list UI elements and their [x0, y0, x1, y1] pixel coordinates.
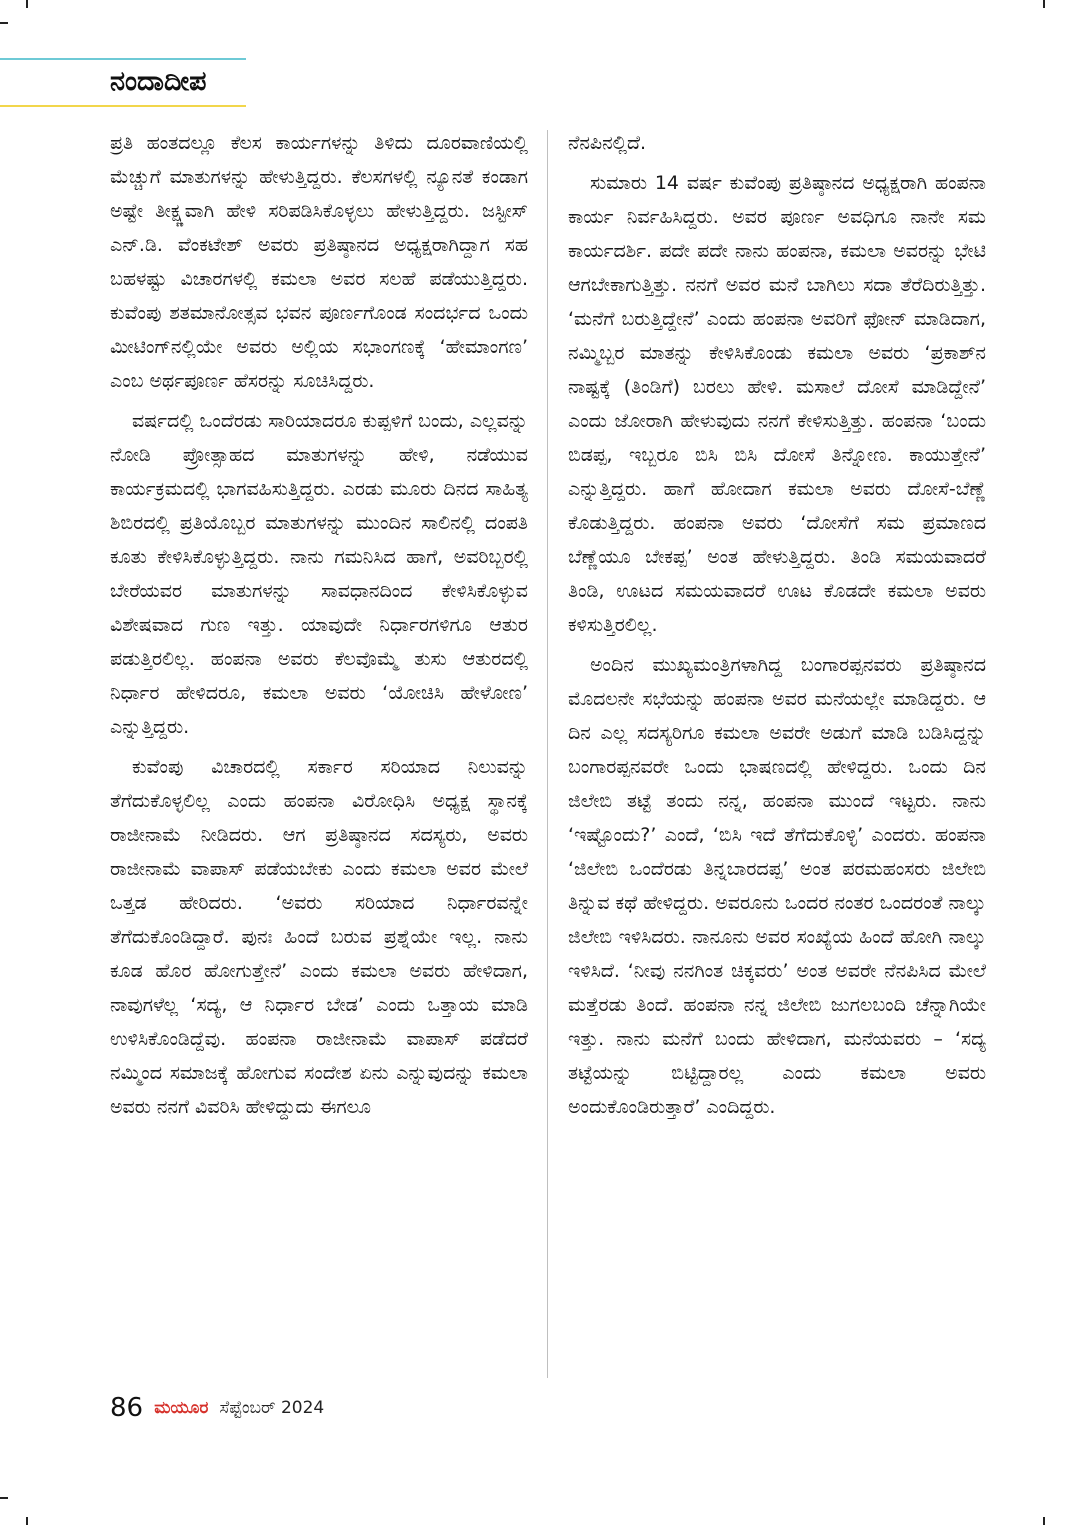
section-header: [0, 58, 246, 108]
header-accent-line-bottom: [0, 105, 246, 107]
issue-date: ಸೆಪ್ಟೆಂಬರ್ 2024: [219, 1398, 325, 1418]
article-paragraph: ನೆನಪಿನಲ್ಲಿದೆ.: [568, 132, 647, 154]
article-paragraph: ಕುವೆಂಪು ವಿಚಾರದಲ್ಲಿ ಸರ್ಕಾರ ಸರಿಯಾದ ನಿಲುವನ್ನು ತೆಗೆದುಕೊಳ್ಳಲಿಲ್ಲ ಎಂದು ಹಂಪನಾ ವಿರೋಧಿಸಿ ಅಧ್ಯಕ್ಷ ಸ್ಥಾನಕ್ಕೆ ರಾಜೀನಾಮೆ ನೀಡಿದರು. ಆಗ ಪ್ರತಿಷ್ಠಾನದ ಸದಸ್ಯರು, ಅವರು ರಾಜೀನಾಮೆ ವಾಪಾಸ್ ಪಡೆಯಬೇಕು ಎಂದು ಕಮಲಾ ಅವರ ಮೇಲೆ ಒತ್ತಡ ಹೇರಿದರು. ‘ಅವರು ಸರಿಯಾದ ನಿರ್ಧಾರವನ್ನೇ ತೆಗೆದುಕೊಂಡಿದ್ದಾರೆ. ಪುನಃ ಹಿಂದೆ ಬರುವ ಪ್ರಶ್ನೆಯೇ ಇಲ್ಲ. ನಾನು ಕೂಡ ಹೊರ ಹೋಗುತ್ತೇನೆ’ ಎಂದು ಕಮಲಾ ಅವರು ಹೇಳಿದಾಗ, ನಾವುಗಳೆಲ್ಲ ‘ಸದ್ಯ, ಆ ನಿರ್ಧಾರ ಬೇಡ’ ಎಂದು ಒತ್ತಾಯ ಮಾಡಿ ಉಳಿಸಿಕೊಂಡಿದ್ದೆವು. ಹಂಪನಾ ರಾಜೀನಾಮೆ ವಾಪಾಸ್ ಪಡೆದರೆ ನಮ್ಮಿಂದ ಸಮಾಜಕ್ಕೆ ಹೋಗುವ ಸಂದೇಶ ಏನು ಎನ್ನುವುದನ್ನು ಕಮಲಾ ಅವರು ನನಗೆ ವಿವರಿಸಿ ಹೇಳಿದ್ದುದು ಈಗಲೂ: [110, 756, 528, 1118]
page-number: 86: [110, 1393, 144, 1423]
page-footer: [110, 1393, 324, 1423]
crop-mark: [0, 22, 8, 24]
article-paragraph: ಅಂದಿನ ಮುಖ್ಯಮಂತ್ರಿಗಳಾಗಿದ್ದ ಬಂಗಾರಪ್ಪನವರು ಪ್ರತಿಷ್ಠಾನದ ಮೊದಲನೇ ಸಭೆಯನ್ನು ಹಂಪನಾ ಅವರ ಮನೆಯಲ್ಲೇ ಮಾಡಿದ್ದರು. ಆ ದಿನ ಎಲ್ಲ ಸದಸ್ಯರಿಗೂ ಕಮಲಾ ಅವರೇ ಅಡುಗೆ ಮಾಡಿ ಬಡಿಸಿದ್ದನ್ನು ಬಂಗಾರಪ್ಪನವರೇ ಒಂದು ಭಾಷಣದಲ್ಲಿ ಹೇಳಿದ್ದರು. ಒಂದು ದಿನ ಜಿಲೇಬಿ ತಟ್ಟೆ ತಂದು ನನ್ನ, ಹಂಪನಾ ಮುಂದೆ ಇಟ್ಟರು. ನಾನು ‘ಇಷ್ಟೊಂದು?’ ಎಂದೆ, ‘ಬಿಸಿ ಇದೆ ತೆಗೆದುಕೊಳ್ಳಿ’ ಎಂದರು. ಹಂಪನಾ ‘ಜಿಲೇಬಿ ಒಂದೆರಡು ತಿನ್ನಬಾರದಪ್ಪ’ ಅಂತ ಪರಮಹಂಸರು ಜಿಲೇಬಿ ತಿನ್ನುವ ಕಥೆ ಹೇಳಿದ್ದರು. ಅವರೂನು ಒಂದರ ನಂತರ ಒಂದರಂತೆ ನಾಲ್ಕು ಜಿಲೇಬಿ ಇಳಿಸಿದರು. ನಾನೂನು ಅವರ ಸಂಖ್ಯೆಯ ಹಿಂದೆ ಹೋಗಿ ನಾಲ್ಕು ಇಳಿಸಿದೆ. ‘ನೀವು ನನಗಿಂತ ಚಿಕ್ಕವರು’ ಅಂತ ಅವರೇ ನೆನಪಿಸಿದ ಮೇಲೆ ಮತ್ತೆರಡು ತಿಂದೆ. ಹಂಪನಾ ನನ್ನ ಜಿಲೇಬಿ ಜುಗಲಬಂದಿ ಚೆನ್ನಾಗಿಯೇ ಇತ್ತು. ನಾನು ಮನೆಗೆ ಬಂದು ಹೇಳಿದಾಗ, ಮನೆಯವರು – ‘ಸದ್ಯ ತಟ್ಟೆಯನ್ನು ಬಿಟ್ಟಿದ್ದಾರಲ್ಲ ಎಂದು ಕಮಲಾ ಅವರು ಅಂದುಕೊಂಡಿರುತ್ತಾರೆ’ ಎಂದಿದ್ದರು.: [568, 654, 986, 1118]
article-paragraph: ವರ್ಷದಲ್ಲಿ ಒಂದೆರಡು ಸಾರಿಯಾದರೂ ಕುಪ್ಪಳಿಗೆ ಬಂದು, ಎಲ್ಲವನ್ನು ನೋಡಿ ಪ್ರೋತ್ಸಾಹದ ಮಾತುಗಳನ್ನು ಹೇಳಿ, ನಡೆಯುವ ಕಾರ್ಯಕ್ರಮದಲ್ಲಿ ಭಾಗವಹಿಸುತ್ತಿದ್ದರು. ಎರಡು ಮೂರು ದಿನದ ಸಾಹಿತ್ಯ ಶಿಬಿರದಲ್ಲಿ ಪ್ರತಿಯೊಬ್ಬರ ಮಾತುಗಳನ್ನು ಮುಂದಿನ ಸಾಲಿನಲ್ಲಿ ದಂಪತಿ ಕೂತು ಕೇಳಿಸಿಕೊಳ್ಳುತ್ತಿದ್ದರು. ನಾನು ಗಮನಿಸಿದ ಹಾಗೆ, ಅವರಿಬ್ಬರಲ್ಲಿ ಬೇರೆಯವರ ಮಾತುಗಳನ್ನು ಸಾವಧಾನದಿಂದ ಕೇಳಿಸಿಕೊಳ್ಳುವ ವಿಶೇಷವಾದ ಗುಣ ಇತ್ತು. ಯಾವುದೇ ನಿರ್ಧಾರಗಳಿಗೂ ಆತುರ ಪಡುತ್ತಿರಲಿಲ್ಲ. ಹಂಪನಾ ಅವರು ಕೆಲವೊಮ್ಮೆ ತುಸು ಆತುರದಲ್ಲಿ ನಿರ್ಧಾರ ಹೇಳಿದರೂ, ಕಮಲಾ ಅವರು ‘ಯೋಚಿಸಿ ಹೇಳೋಣ’ ಎನ್ನುತ್ತಿದ್ದರು.: [110, 410, 528, 738]
crop-mark: [1043, 1517, 1045, 1525]
article-column-right: [568, 126, 986, 1130]
article-paragraph: ಪ್ರತಿ ಹಂತದಲ್ಲೂ ಕೆಲಸ ಕಾರ್ಯಗಳನ್ನು ತಿಳಿದು ದೂರವಾಣಿಯಲ್ಲಿ ಮೆಚ್ಚುಗೆ ಮಾತುಗಳನ್ನು ಹೇಳುತ್ತಿದ್ದರು. ಕೆಲಸಗಳಲ್ಲಿ ನ್ಯೂನತೆ ಕಂಡಾಗ ಅಷ್ಟೇ ತೀಕ್ಷ್ಣವಾಗಿ ಹೇಳಿ ಸರಿಪಡಿಸಿಕೊಳ್ಳಲು ಹೇಳುತ್ತಿದ್ದರು. ಜಸ್ಟೀಸ್ ಎನ್.ಡಿ. ವೆಂಕಟೇಶ್ ಅವರು ಪ್ರತಿಷ್ಠಾನದ ಅಧ್ಯಕ್ಷರಾಗಿದ್ದಾಗ ಸಹ ಬಹಳಷ್ಟು ವಿಚಾರಗಳಲ್ಲಿ ಕಮಲಾ ಅವರ ಸಲಹೆ ಪಡೆಯುತ್ತಿದ್ದರು. ಕುವೆಂಪು ಶತಮಾನೋತ್ಸವ ಭವನ ಪೂರ್ಣಗೊಂಡ ಸಂದರ್ಭದ ಒಂದು ಮೀಟಿಂಗ್‌ನಲ್ಲಿಯೇ ಅವರು ಅಲ್ಲಿಯ ಸಭಾಂಗಣಕ್ಕೆ ‘ಹೇಮಾಂಗಣ’ ಎಂಬ ಅರ್ಥಪೂರ್ಣ ಹೆಸರನ್ನು ಸೂಚಿಸಿದ್ದರು.: [110, 132, 528, 392]
crop-mark: [1043, 0, 1045, 8]
section-title: ನಂದಾದೀಪ: [110, 66, 207, 97]
column-divider: [547, 130, 548, 1378]
crop-mark: [26, 1517, 28, 1525]
article-paragraph: ಸುಮಾರು 14 ವರ್ಷ ಕುವೆಂಪು ಪ್ರತಿಷ್ಠಾನದ ಅಧ್ಯಕ್ಷರಾಗಿ ಹಂಪನಾ ಕಾರ್ಯ ನಿರ್ವಹಿಸಿದ್ದರು. ಅವರ ಪೂರ್ಣ ಅವಧಿಗೂ ನಾನೇ ಸಮ ಕಾರ್ಯದರ್ಶಿ. ಪದೇ ಪದೇ ನಾನು ಹಂಪನಾ, ಕಮಲಾ ಅವರನ್ನು ಭೇಟಿ ಆಗಬೇಕಾಗುತ್ತಿತ್ತು. ನನಗೆ ಅವರ ಮನೆ ಬಾಗಿಲು ಸದಾ ತೆರೆದಿರುತ್ತಿತ್ತು. ‘ಮನೆಗೆ ಬರುತ್ತಿದ್ದೇನೆ’ ಎಂದು ಹಂಪನಾ ಅವರಿಗೆ ಫೋನ್ ಮಾಡಿದಾಗ, ನಮ್ಮಿಬ್ಬರ ಮಾತನ್ನು ಕೇಳಿಸಿಕೊಂಡು ಕಮಲಾ ಅವರು ‘ಪ್ರಕಾಶ್‌ನ ನಾಷ್ಟಕ್ಕೆ (ತಿಂಡಿಗೆ) ಬರಲು ಹೇಳಿ. ಮಸಾಲೆ ದೋಸೆ ಮಾಡಿದ್ದೇನೆ’ ಎಂದು ಜೋರಾಗಿ ಹೇಳುವುದು ನನಗೆ ಕೇಳಿಸುತ್ತಿತ್ತು. ಹಂಪನಾ ‘ಬಂದು ಬಿಡಪ್ಪ, ಇಬ್ಬರೂ ಬಿಸಿ ಬಿಸಿ ದೋಸೆ ತಿನ್ನೋಣ. ಕಾಯುತ್ತೇನೆ’ ಎನ್ನುತ್ತಿದ್ದರು. ಹಾಗೆ ಹೋದಾಗ ಕಮಲಾ ಅವರು ದೋಸೆ-ಬೆಣ್ಣೆ ಕೊಡುತ್ತಿದ್ದರು. ಹಂಪನಾ ಅವರು ‘ದೋಸೆಗೆ ಸಮ ಪ್ರಮಾಣದ ಬೆಣ್ಣೆಯೂ ಬೇಕಪ್ಪ’ ಅಂತ ಹೇಳುತ್ತಿದ್ದರು. ತಿಂಡಿ ಸಮಯವಾದರೆ ತಿಂಡಿ, ಊಟದ ಸಮಯವಾದರೆ ಊಟ ಕೊಡದೇ ಕಮಲಾ ಅವರು ಕಳಿಸುತ್ತಿರಲಿಲ್ಲ.: [568, 172, 986, 636]
header-accent-line-top: [0, 58, 246, 60]
crop-mark: [26, 0, 28, 8]
magazine-logo: ಮಯೂರ: [154, 1398, 209, 1418]
crop-mark: [0, 1497, 8, 1499]
article-column-left: [110, 126, 528, 1130]
